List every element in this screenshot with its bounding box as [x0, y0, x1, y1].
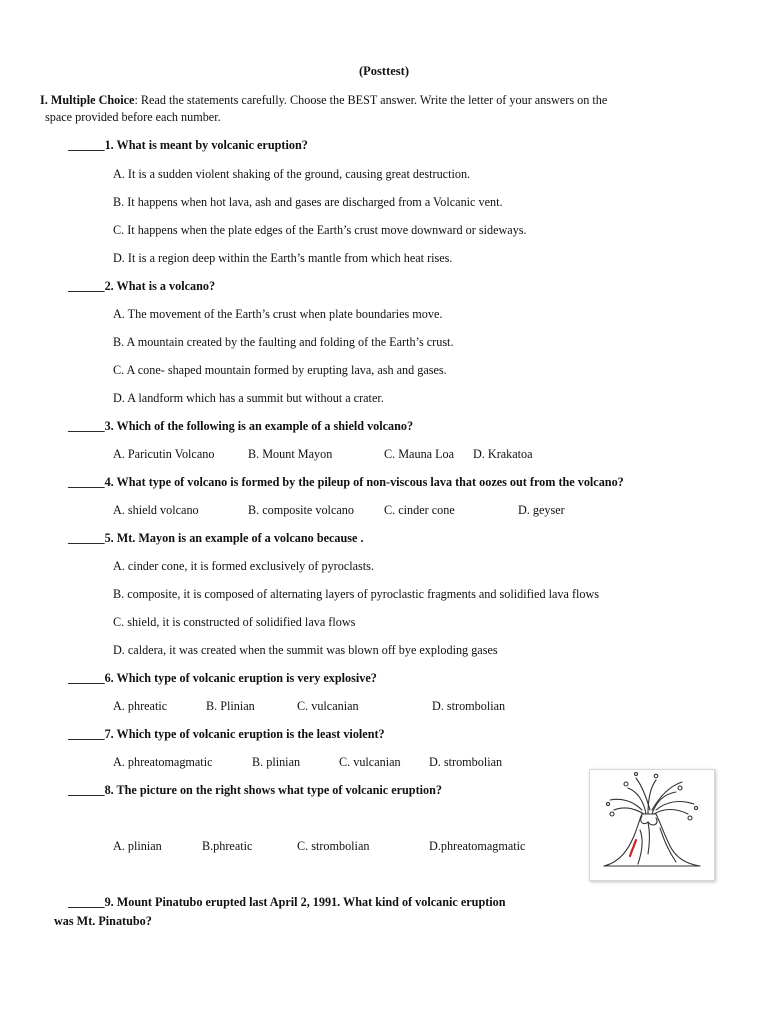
q5-option-a: A. cinder cone, it is formed exclusively of pyroclasts.	[113, 559, 374, 573]
question-stem: 9. Mount Pinatubo erupted last April 2, 1991. What kind of volcanic eruption	[104, 895, 506, 909]
instructions	[40, 92, 730, 126]
q8-option-b: B.phreatic	[202, 839, 253, 853]
question-stem: 4. What type of volcano is formed by the pileup of non-viscous lava that oozes out from the volcano?	[104, 475, 624, 489]
q4-option-a: A. shield volcano	[113, 503, 199, 517]
question-stem: 6. Which type of volcanic eruption is very explosive?	[104, 671, 377, 685]
question-stem: 5. Mt. Mayon is an example of a volcano because .	[104, 531, 364, 545]
question-9	[54, 893, 506, 931]
question-6	[68, 671, 377, 686]
page-title: (Posttest)	[359, 64, 409, 78]
q7-option-d: D. strombolian	[429, 755, 503, 769]
answer-blank[interactable]: ______	[68, 671, 105, 685]
q5-option-c: C. shield, it is constructed of solidified lava flows	[113, 615, 356, 629]
question-2	[68, 279, 215, 294]
answer-blank[interactable]: ______	[68, 895, 105, 909]
q3-option-d: D. Krakatoa	[473, 447, 533, 461]
q7-option-b: B. plinian	[252, 755, 301, 769]
question-stem: 7. Which type of volcanic eruption is the least violent?	[104, 727, 385, 741]
q4-option-d: D. geyser	[518, 503, 565, 517]
question-7	[68, 727, 385, 742]
q3-option-a: A. Paricutin Volcano	[113, 447, 215, 461]
q1-option-c: C. It happens when the plate edges of the Earth’s crust move downward or sideways.	[113, 223, 527, 237]
question-stem: 2. What is a volcano?	[104, 279, 216, 293]
question-8	[68, 783, 442, 798]
instructions-text-2: space provided before each number.	[45, 110, 221, 124]
q8-option-c: C. strombolian	[297, 839, 370, 853]
question-5	[68, 531, 364, 546]
answer-blank[interactable]: ______	[68, 138, 105, 152]
q2-option-b: B. A mountain created by the faulting and folding of the Earth’s crust.	[113, 335, 454, 349]
q1-option-a: A. It is a sudden violent shaking of the ground, causing great destruction.	[113, 167, 471, 181]
q6-option-c: C. vulcanian	[297, 699, 359, 713]
q3-option-b: B. Mount Mayon	[248, 447, 333, 461]
q8-option-a: A. plinian	[113, 839, 162, 853]
q2-option-d: D. A landform which has a summit but without a crater.	[113, 391, 384, 405]
q5-option-b: B. composite, it is composed of alternating layers of pyroclastic fragments and solidified lava flows	[113, 587, 600, 601]
question-stem: 3. Which of the following is an example of a shield volcano?	[104, 419, 414, 433]
q8-option-d: D.phreatomagmatic	[429, 839, 526, 853]
volcano-icon	[590, 770, 714, 880]
q5-option-d: D. caldera, it was created when the summit was blown off bye exploding gases	[113, 643, 498, 657]
answer-blank[interactable]: ______	[68, 279, 105, 293]
question-stem: 1. What is meant by volcanic eruption?	[104, 138, 308, 152]
question-3	[68, 419, 413, 434]
q2-option-a: A. The movement of the Earth’s crust when plate boundaries move.	[113, 307, 443, 321]
q1-option-d: D. It is a region deep within the Earth’s mantle from which heat rises.	[113, 251, 453, 265]
question-stem: 8. The picture on the right shows what type of volcanic eruption?	[104, 783, 442, 797]
q4-option-b: B. composite volcano	[248, 503, 354, 517]
question-stem-continued: was Mt. Pinatubo?	[54, 914, 152, 928]
q6-option-b: B. Plinian	[206, 699, 255, 713]
answer-blank[interactable]: ______	[68, 783, 105, 797]
q7-option-c: C. vulcanian	[339, 755, 401, 769]
answer-blank[interactable]: ______	[68, 419, 105, 433]
answer-blank[interactable]: ______	[68, 727, 105, 741]
question-4	[68, 475, 624, 490]
instructions-text: : Read the statements carefully. Choose the BEST answer. Write the letter of your answers on the	[134, 93, 608, 107]
answer-blank[interactable]: ______	[68, 531, 105, 545]
q6-option-d: D. strombolian	[432, 699, 506, 713]
section-label: I. Multiple Choice	[40, 93, 135, 107]
q2-option-c: C. A cone- shaped mountain formed by erupting lava, ash and gases.	[113, 363, 447, 377]
answer-blank[interactable]: ______	[68, 475, 105, 489]
q7-option-a: A. phreatomagmatic	[113, 755, 213, 769]
question-1	[68, 138, 308, 153]
q4-option-c: C. cinder cone	[384, 503, 455, 517]
q3-option-c: C. Mauna Loa	[384, 447, 455, 461]
q6-option-a: A. phreatic	[113, 699, 168, 713]
volcano-eruption-figure	[589, 769, 715, 881]
q1-option-b: B. It happens when hot lava, ash and gases are discharged from a Volcanic vent.	[113, 195, 503, 209]
